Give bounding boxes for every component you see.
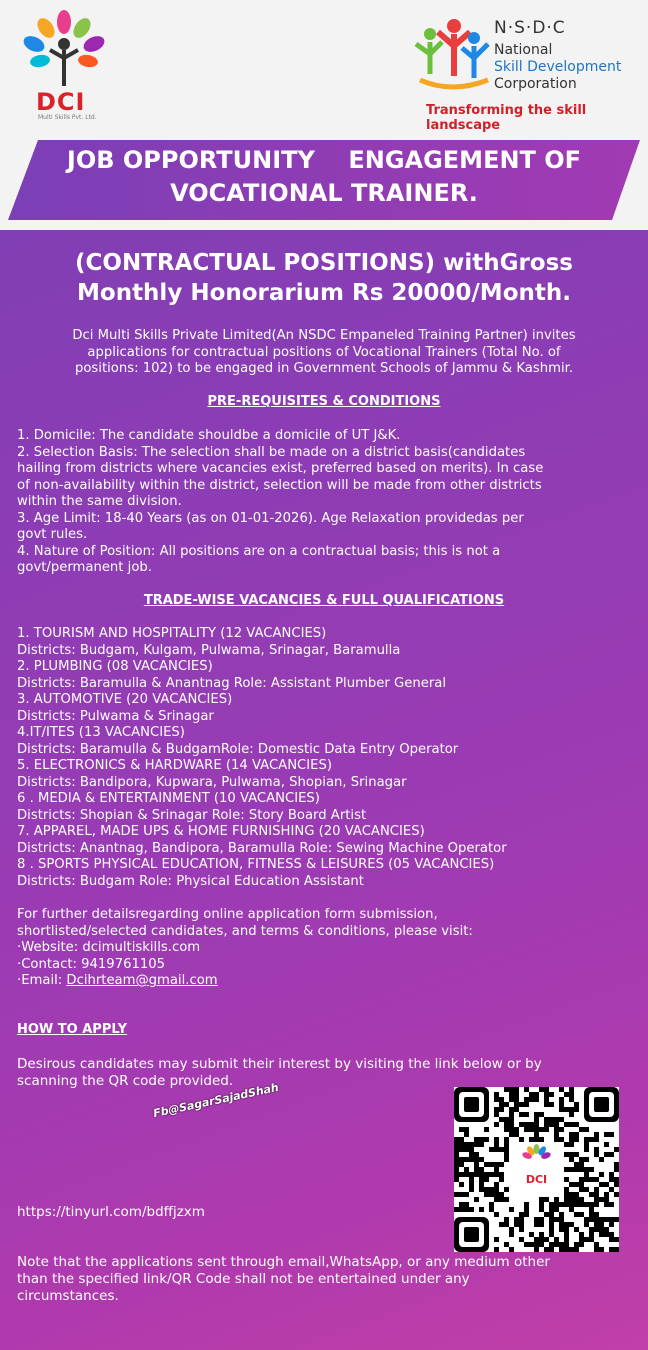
nsdc-people-logo-icon <box>412 14 494 100</box>
banner-line-1: JOB OPPORTUNITY ENGAGEMENT OF <box>66 146 582 174</box>
details-line-1: For further detailsregarding online application form submission, <box>17 907 438 922</box>
trade-line: Districts: Anantnag, Bandipora, Baramulla Role: Sewing Machine Operator <box>17 840 507 856</box>
trade-line: 1. TOURISM AND HOSPITALITY (12 VACANCIES) <box>17 626 327 641</box>
intro-line-2: applications for contractual positions of Vocational Trainers (Total No. of <box>87 344 561 360</box>
trade-line: 8 . SPORTS PHYSICAL EDUCATION, FITNESS & LEISURES (05 VACANCIES) <box>17 857 495 872</box>
title-banner <box>8 140 640 220</box>
nsdc-line-corporation: Corporation <box>494 76 577 92</box>
nsdc-line-skill: Skill Development <box>494 59 622 75</box>
nsdc-tagline: Transforming the skill landscape <box>426 103 587 133</box>
contact-line[interactable]: ·Contact: 9419761105 <box>17 956 166 972</box>
trade-line: 4.IT/ITES (13 VACANCIES) <box>17 725 185 740</box>
apply-line-1: Desirous candidates may submit their interest by visiting the link below or by <box>17 1056 542 1072</box>
apply-link[interactable]: https://tinyurl.com/bdffjzxm <box>17 1204 205 1220</box>
prereq-line: govt rules. <box>17 527 88 542</box>
headline-line-1: (CONTRACTUAL POSITIONS) withGross <box>75 250 573 276</box>
trade-line: 5. ELECTRONICS & HARDWARE (14 VACANCIES) <box>17 758 332 773</box>
intro-paragraph <box>16 328 632 378</box>
trade-line: Districts: Baramulla & Anantnag Role: Assistant Plumber General <box>17 675 446 691</box>
intro-line-3: positions: 102) to be engaged in Government Schools of Jammu & Kashmir. <box>74 361 574 376</box>
note-line-2: than the specified link/QR Code shall not be entertained under any <box>17 1271 470 1287</box>
banner-line-2: VOCATIONAL TRAINER. <box>170 179 478 207</box>
trade-line: 6 . MEDIA & ENTERTAINMENT (10 VACANCIES) <box>17 791 320 806</box>
header-area <box>0 0 648 230</box>
trade-line: Districts: Shopian & Srinagar Role: Story Board Artist <box>17 807 367 823</box>
trade-line: Districts: Budgam, Kulgam, Pulwama, Srinagar, Baramulla <box>17 642 401 658</box>
headline-line-2: Monthly Honorarium Rs 20000/Month. <box>77 280 571 306</box>
website-line[interactable]: ·Website: dcimultiskills.com <box>17 940 201 955</box>
prereq-line: govt/permanent job. <box>17 560 152 575</box>
prereq-line: 4. Nature of Position: All positions are on a contractual basis; this is not a <box>17 543 501 559</box>
prereq-line: 2. Selection Basis: The selection shall be made on a district basis(candidates <box>17 444 526 460</box>
intro-line-1: Dci Multi Skills Private Limited(An NSDC Empaneled Training Partner) invites <box>72 328 576 343</box>
trade-line: 2. PLUMBING (08 VACANCIES) <box>17 659 213 674</box>
prereq-line: 3. Age Limit: 18-40 Years (as on 01-01-2026). Age Relaxation providedas per <box>17 510 524 526</box>
trade-line: 3. AUTOMOTIVE (20 VACANCIES) <box>17 692 233 707</box>
qr-code-icon <box>454 1087 619 1252</box>
prereq-line: within the same division. <box>17 494 182 509</box>
prereq-line: hailing from districts where vacancies exist, preferred based on merits). In case <box>17 461 544 476</box>
trade-line: 7. APPAREL, MADE UPS & HOME FURNISHING (20 VACANCIES) <box>17 824 425 839</box>
trade-line: Districts: Budgam Role: Physical Education Assistant <box>17 873 364 889</box>
note-paragraph <box>17 1254 633 1305</box>
headline <box>0 248 648 308</box>
dci-logo-subtext: Multi Skills Pvt. Ltd. <box>38 114 97 121</box>
details-block <box>17 907 633 990</box>
trade-line: Districts: Bandipora, Kupwara, Pulwama, Shopian, Srinagar <box>17 774 407 790</box>
nsdc-title: N·S·D·C <box>494 18 566 38</box>
trades-list <box>17 626 633 890</box>
email-line <box>17 973 633 990</box>
apply-line-2: scanning the QR code provided. <box>17 1073 234 1089</box>
note-line-3: circumstances. <box>17 1288 119 1304</box>
banner-title <box>8 144 640 210</box>
how-to-apply-heading: HOW TO APPLY <box>17 1022 128 1037</box>
watermark: Fb@SagarSajadShah <box>152 1080 280 1121</box>
prereq-list <box>17 428 633 577</box>
email-label: ·Email: <box>17 973 67 988</box>
qr-code[interactable] <box>454 1087 619 1252</box>
details-line-2: shortlisted/selected candidates, and terms & conditions, please visit: <box>17 923 473 939</box>
prereq-line: 1. Domicile: The candidate shouldbe a domicile of UT J&K. <box>17 428 401 443</box>
qr-logo-text: DCI <box>525 1173 548 1186</box>
trade-line: Districts: Pulwama & Srinagar <box>17 708 214 724</box>
trades-heading: TRADE-WISE VACANCIES & FULL QUALIFICATIONS <box>143 593 505 608</box>
dci-logo-text: DCI <box>36 88 86 116</box>
prereq-line: of non-availability within the district, selection will be made from other districts <box>17 477 542 493</box>
prereq-heading: PRE-REQUISITES & CONDITIONS <box>207 394 441 409</box>
email-link[interactable]: Dcihrteam@gmail.com <box>66 973 218 988</box>
trade-line: Districts: Baramulla & BudgamRole: Domestic Data Entry Operator <box>17 741 459 757</box>
apply-instructions <box>17 1056 633 1090</box>
note-line-1: Note that the applications sent through email,WhatsApp, or any medium other <box>17 1254 550 1270</box>
nsdc-line-national: National <box>494 42 553 58</box>
